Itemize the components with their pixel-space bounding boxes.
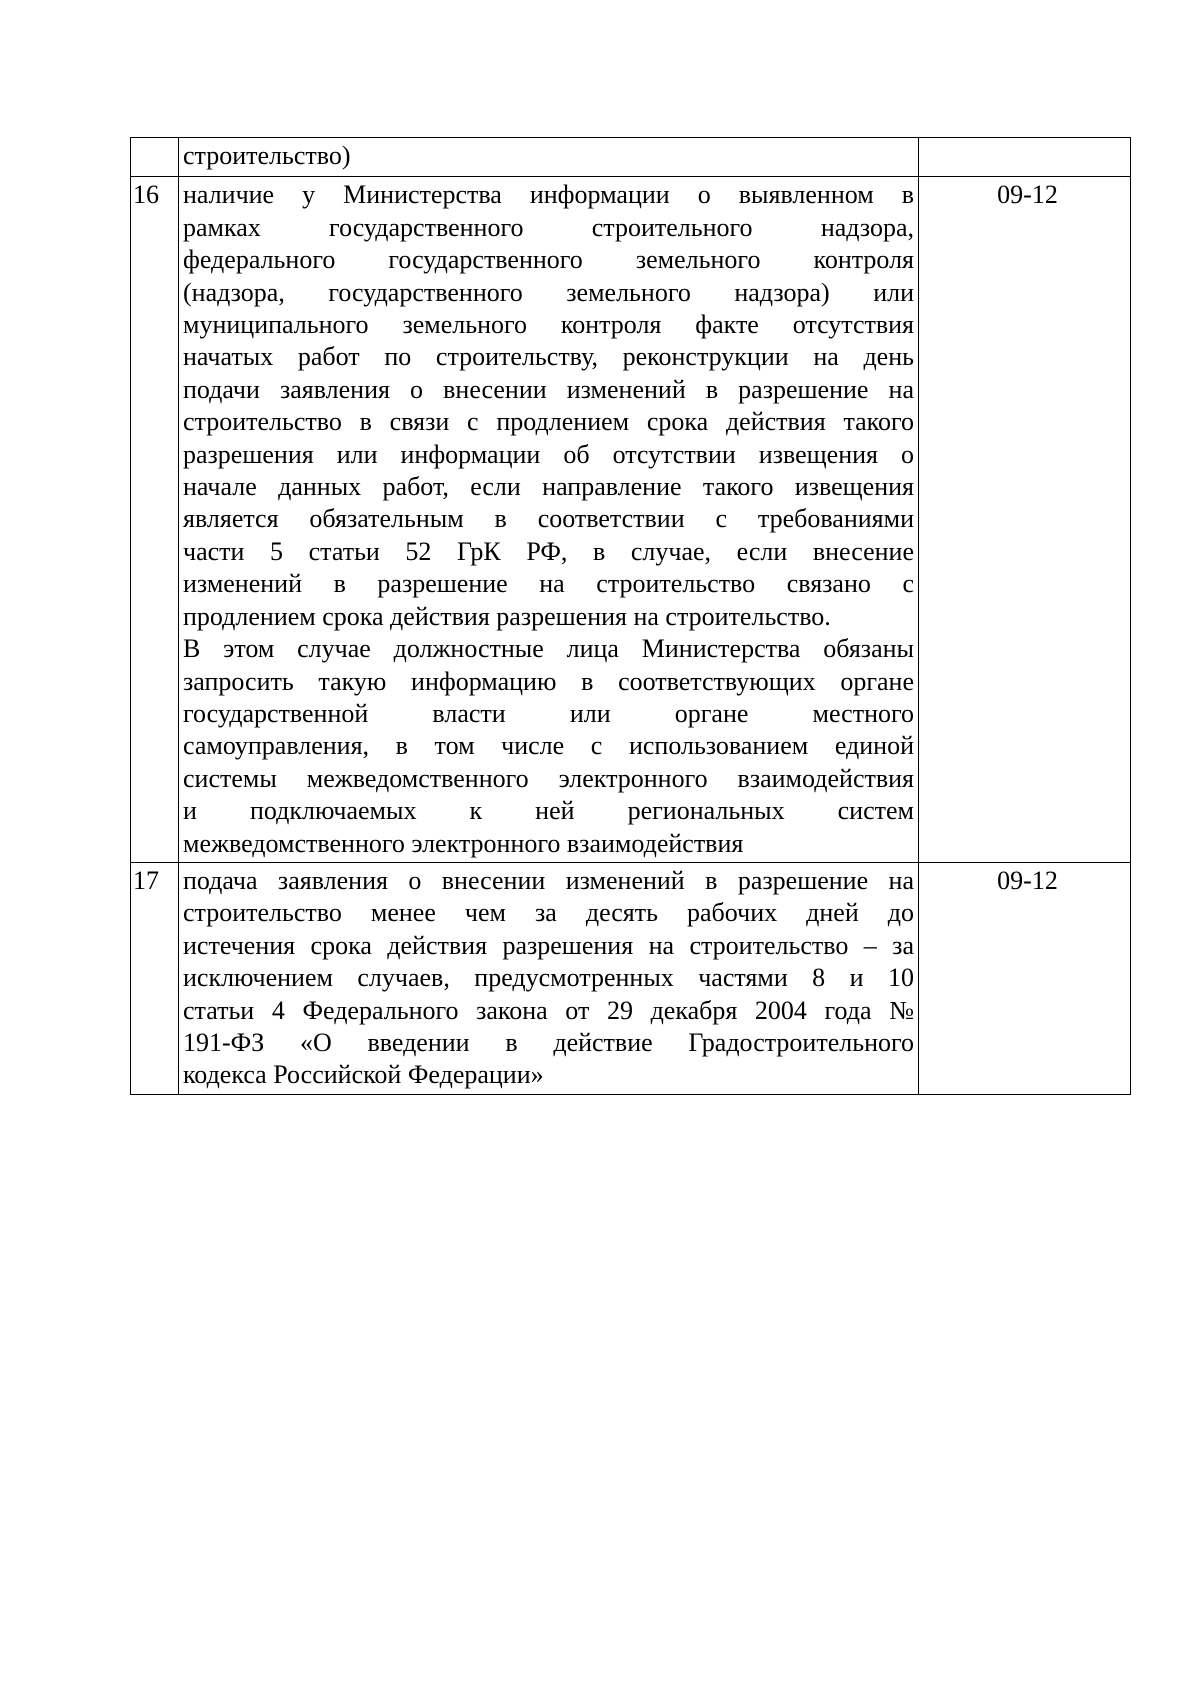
document-table	[130, 137, 1131, 1095]
row-code-cell	[919, 862, 1131, 1094]
text-line: муниципального земельного контроля факте отсутствия	[183, 310, 914, 340]
row-description-cell	[179, 138, 919, 177]
text-line: подача заявления о внесении изменений в разрешение на	[183, 865, 914, 895]
table-row	[131, 177, 1131, 863]
row-number: 17	[133, 865, 159, 895]
text-line: кодекса Российской Федерации»	[183, 1060, 544, 1090]
row-code: 09-12	[997, 180, 1058, 210]
text-line: истечения срока действия разрешения на строительство – за	[183, 930, 914, 960]
text-line: запросить такую информацию в соответствующих органе	[183, 666, 914, 696]
text-line: разрешения или информации об отсутствии извещения о	[183, 439, 914, 469]
row-number-cell	[131, 138, 179, 177]
row-code-cell	[919, 138, 1131, 177]
text-line: системы межведомственного электронного взаимодействия	[183, 763, 914, 793]
text-line: части 5 статьи 52 ГрК РФ, в случае, если внесение	[183, 536, 914, 566]
text-line: начатых работ по строительству, реконструкции на день	[183, 342, 914, 372]
text-line: статьи 4 Федерального закона от 29 декабря 2004 года №	[183, 995, 914, 1025]
text-line: строительство менее чем за десять рабочих дней до	[183, 898, 914, 928]
text-line: рамках государственного строительного надзора,	[183, 212, 914, 242]
text-line: федерального государственного земельного контроля	[183, 245, 914, 275]
text-line: межведомственного электронного взаимодействия	[183, 828, 744, 858]
row-description-cell	[179, 862, 919, 1094]
text-line: государственной власти или органе местного	[183, 698, 914, 728]
text-line: и подключаемых к ней региональных систем	[183, 796, 914, 826]
text-line: исключением случаев, предусмотренных частями 8 и 10	[183, 963, 914, 993]
row-number-cell	[131, 862, 179, 1094]
text-line: строительство в связи с продлением срока действия такого	[183, 407, 914, 437]
text-line: (надзора, государственного земельного надзора) или	[183, 277, 914, 307]
row-code-cell	[919, 177, 1131, 863]
text-line: 191-ФЗ «О введении в действие Градостроительного	[183, 1027, 914, 1057]
text-line: продлением срока действия разрешения на строительство.	[183, 601, 831, 631]
row-number-cell	[131, 177, 179, 863]
row-code: 09-12	[997, 865, 1058, 895]
row-description-cell	[179, 177, 919, 863]
row-number: 16	[133, 180, 159, 210]
text-line: изменений в разрешение на строительство связано с	[183, 569, 914, 599]
text-line: подачи заявления о внесении изменений в разрешение на	[183, 374, 914, 404]
text-line: самоуправления, в том числе с использованием единой	[183, 731, 914, 761]
table-row	[131, 138, 1131, 177]
text-line: наличие у Министерства информации о выявленном в	[183, 180, 914, 210]
text-line: В этом случае должностные лица Министерства обязаны	[183, 634, 914, 664]
text-line: строительство)	[183, 141, 351, 170]
text-line: является обязательным в соответствии с требованиями	[183, 504, 914, 534]
table-body	[131, 138, 1131, 1095]
table-row	[131, 862, 1131, 1094]
text-line: начале данных работ, если направление такого извещения	[183, 472, 914, 502]
